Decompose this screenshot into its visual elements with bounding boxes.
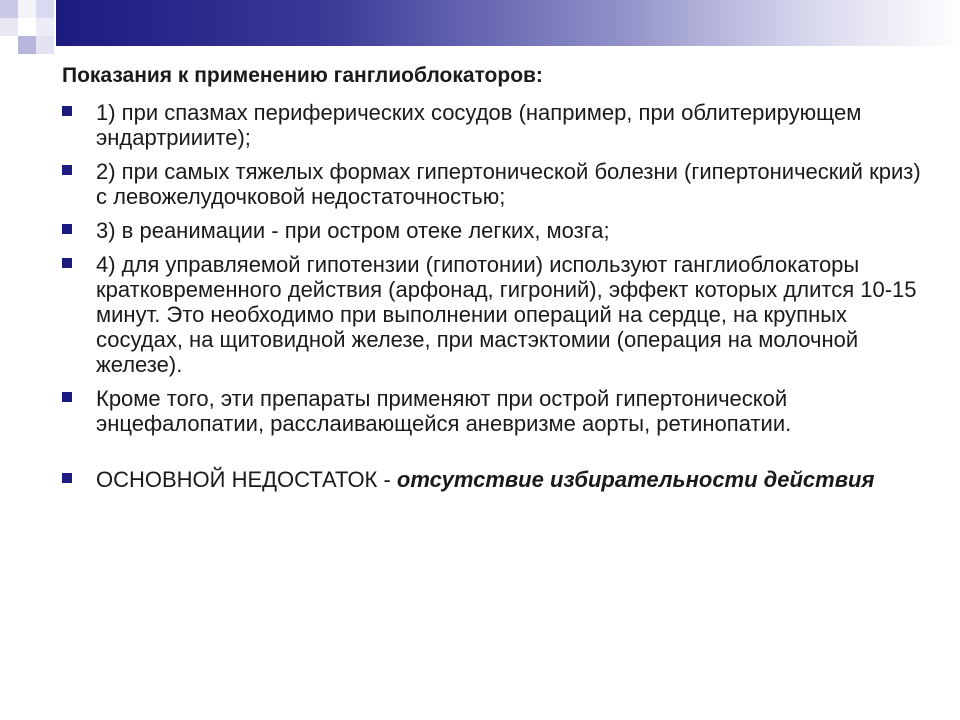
main-drawback-emphasis: отсутствие избирательности действия	[396, 467, 875, 492]
square-bullet-icon	[62, 106, 72, 116]
list-item	[62, 159, 922, 209]
list-item-text: 2) при самых тяжелых формах гипертонической болезни (гипертонический криз) с левожелудочковой недостаточностью;	[96, 159, 921, 209]
indications-list	[62, 100, 922, 501]
main-drawback-prefix: ОСНОВНОЙ НЕДОСТАТОК -	[96, 467, 397, 492]
slide-title: Показания к применению ганглиоблокаторов:	[62, 64, 543, 87]
list-item-text: 1) при спазмах периферических сосудов (например, при облитерирующем эндартрииите);	[96, 100, 862, 150]
square-bullet-icon	[62, 258, 72, 268]
list-item	[62, 218, 922, 243]
decorative-square	[0, 36, 18, 54]
square-bullet-icon	[62, 392, 72, 402]
list-item-text: 4) для управляемой гипотензии (гипотонии) используют ганглиоблокаторы кратковременного действия (арфонад, гигроний), эффект которых длится 10-15 минут. Это необходимо при выполнении операций на сердце, на крупных сосудах, на щитовидной железе, при мастэктомии (операция на молочной железе).	[96, 252, 917, 377]
square-bullet-icon	[62, 224, 72, 234]
decorative-square	[18, 0, 36, 18]
list-item-text: Кроме того, эти препараты применяют при острой гипертонической энцефалопатии, расслаивающейся аневризме аорты, ретинопатии.	[96, 386, 792, 436]
decorative-square	[0, 18, 18, 36]
list-item	[62, 252, 922, 377]
decorative-square	[18, 36, 36, 54]
header-gradient-bar	[56, 0, 960, 46]
decorative-square	[0, 0, 18, 18]
decorative-square	[18, 18, 36, 36]
decorative-square	[36, 0, 54, 18]
square-bullet-icon	[62, 165, 72, 175]
list-item	[62, 386, 922, 436]
decorative-square	[36, 36, 54, 54]
square-bullet-icon	[62, 473, 72, 483]
decorative-square	[36, 18, 54, 36]
list-item	[62, 100, 922, 150]
list-item-text: 3) в реанимации - при остром отеке легких, мозга;	[96, 218, 610, 243]
main-drawback-item	[62, 467, 922, 492]
